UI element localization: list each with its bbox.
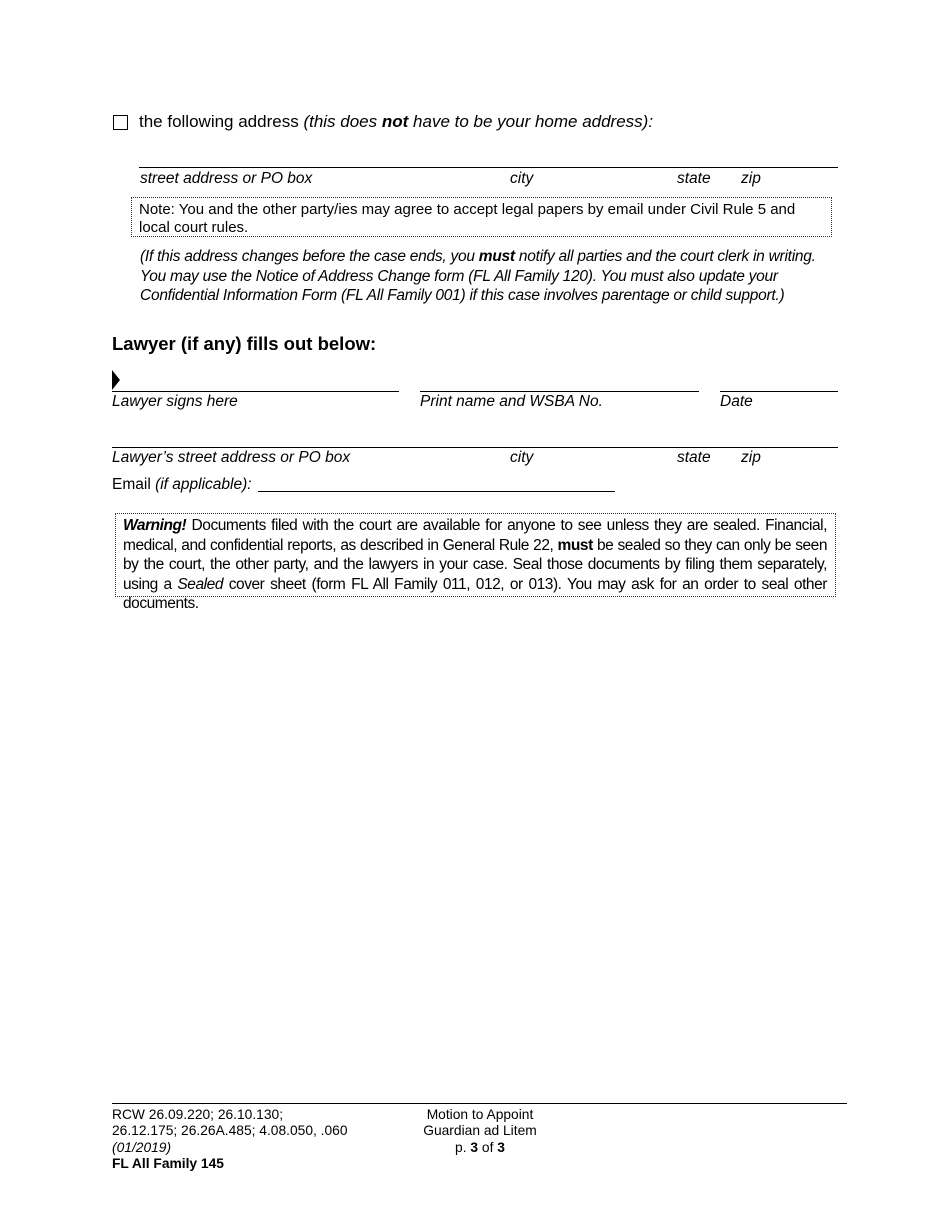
lawyer-date-line[interactable] <box>720 391 838 392</box>
footer-middle <box>390 1107 570 1156</box>
warning-part1: Documents filed with the court are available for anyone to see unless they are sealed. Financial, medical, and confidential reports, as described in General Rule 22, <box>123 517 827 554</box>
lawyer-heading: Lawyer (if any) fills out below: <box>112 333 377 354</box>
footer-title-line2: Guardian ad Litem <box>423 1123 537 1139</box>
footer-rcw-line1: RCW 26.09.220; 26.10.130; <box>112 1107 284 1122</box>
lawyer-state-label: state <box>677 449 711 466</box>
address-option-text <box>139 112 653 132</box>
lawyer-city-label: city <box>510 449 534 466</box>
lawyer-signature-line[interactable] <box>112 391 399 392</box>
lawyer-zip-label: zip <box>741 449 761 466</box>
signature-arrow-icon <box>112 370 120 390</box>
footer-left <box>112 1107 348 1172</box>
lawyer-name-label: Print name and WSBA No. <box>420 393 603 410</box>
warning-part3: cover sheet (form FL All Family 011, 012, or 013). You may ask for an order to seal other documents. <box>123 575 827 613</box>
address-zip-label: zip <box>741 170 761 187</box>
lawyer-sign-label: Lawyer signs here <box>112 393 238 410</box>
email-label-italic: (if applicable): <box>155 476 252 493</box>
warning-sealed: Sealed <box>177 575 223 593</box>
footer-page-num: 3 <box>470 1139 479 1155</box>
lawyer-name-line[interactable] <box>420 391 699 392</box>
warning-text <box>123 516 827 614</box>
warning-bold: must <box>557 536 593 554</box>
warning-part2: be sealed so they can only be seen by the court, the other party, and the lawyers in your case. Seal those documents by filing them separately, using a <box>123 536 828 593</box>
address-change-part1: (If this address changes before the case ends, you <box>140 248 479 265</box>
address-option-paren-bold: not <box>381 112 409 131</box>
address-street-label: street address or PO box <box>140 170 313 187</box>
footer-rcw-line2: 26.12.175; 26.26A.485; 4.08.050, .060 <box>112 1123 348 1139</box>
lawyer-address-line[interactable] <box>112 447 838 448</box>
footer-page-number <box>390 1140 570 1156</box>
footer-date: (01/2019) <box>112 1139 172 1155</box>
footer-rule <box>112 1103 847 1104</box>
address-change-bold: must <box>478 248 515 265</box>
warning-title: Warning! <box>123 517 187 534</box>
address-option-paren-close: have to be your home address): <box>408 112 654 131</box>
address-city-label: city <box>510 170 534 187</box>
address-state-label: state <box>677 170 711 187</box>
footer-page-of: of <box>478 1139 498 1155</box>
email-field-line[interactable] <box>258 491 615 492</box>
footer-form-id: FL All Family 145 <box>112 1155 224 1171</box>
footer-page-total: 3 <box>497 1139 505 1155</box>
address-option-paren-open: (this does <box>303 112 382 131</box>
lawyer-date-label: Date <box>720 393 753 410</box>
address-change-part2: notify all parties and the court clerk in writing. You may use the Notice of Address Change form (FL All Family 120). You must also update your Confidential Information Form (FL All Family 001) if this case involves parentage or child support.) <box>140 248 816 304</box>
address-change-note <box>140 247 840 306</box>
footer-page-prefix: p. <box>455 1139 471 1155</box>
lawyer-street-label: Lawyer’s street address or PO box <box>112 449 351 466</box>
address-line[interactable] <box>139 167 838 168</box>
email-field-label <box>112 476 252 494</box>
address-checkbox[interactable] <box>113 115 128 130</box>
email-label-plain: Email <box>112 476 156 493</box>
email-note-text: Note: You and the other party/ies may agree to accept legal papers by email under Civil Rule 5 and local court rules. <box>139 201 796 236</box>
footer-title-line1: Motion to Appoint <box>426 1107 534 1122</box>
address-option-lead: the following address <box>139 112 304 131</box>
